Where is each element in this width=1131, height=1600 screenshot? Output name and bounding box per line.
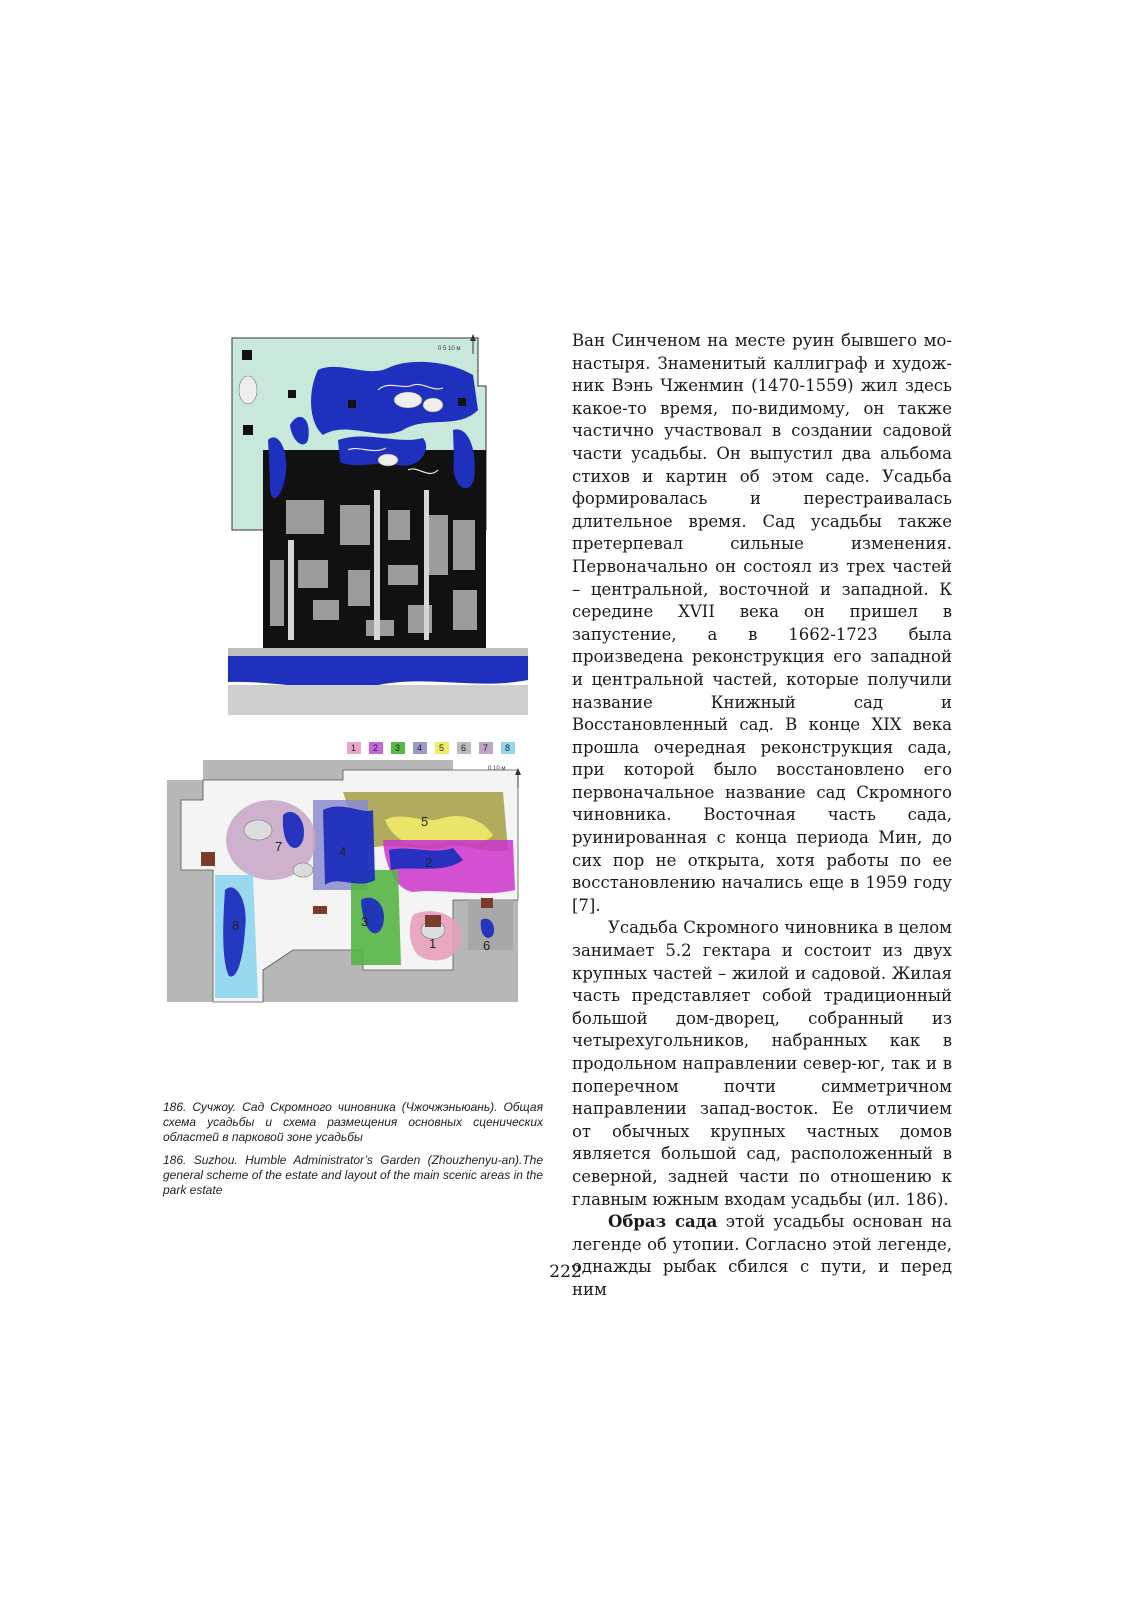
legend-label-4: 4: [417, 743, 423, 753]
legend-label-7: 7: [483, 743, 489, 753]
legend-label-2: 2: [373, 743, 379, 753]
paragraph-3-text: этой усадьбы основан на легенде об утопии. Согласно этой легенде, однажды рыбак сбился с пути, и перед ним: [572, 1212, 953, 1299]
paragraph-1: Ван Синченом на месте руин бывшего монастыря. Знаменитый каллиграф и художник Вэнь Чженмин (1470-1559) жил здесь какое-то время, по-видимому, он также частично участвовал в создании садовой части усадьбы. Он выпустил два альбома стихов и картин об этом саде. Усадьба формировалась и перестраивалась длительное время. Сад усадьбы также претерпевал сильные изменения. Первоначально он состоял из трех частей – центральной, восточной и западной. К середине XVII века он пришел в запустение, а в 1662-1723 была произведена реконструкция его западной и центральной частей, которые получили название Книжный сад и Восстановленный сад. В конце XIX века прошла очередная реконструкция сада, при которой было восстановлено его первоначальное название сад Скромного чиновника. Восточная часть сада, руинированная с конца периода Мин, до сих пор не открыта, хотя работы по ее восстановлению начались еще в 1959 году [7].: [572, 331, 952, 915]
area-label-6: 6: [483, 938, 491, 953]
area-label-3: 3: [361, 914, 369, 929]
top-scale-label: 0 5 10 м: [438, 346, 461, 352]
scenic-areas-figure: [163, 740, 543, 1005]
legend-label-8: 8: [505, 743, 511, 753]
body-text: [572, 330, 952, 1302]
area-label-1: 1: [429, 936, 437, 951]
figure-caption: [163, 1100, 543, 1206]
caption-russian: 186. Сучжоу. Сад Скромного чиновника (Чжочжэньюань). Общая схема усадьбы и схема размещения основных сценических областей в парковой зоне усадьбы: [163, 1100, 543, 1144]
legend-label-6: 6: [461, 743, 467, 753]
figure-area: [163, 330, 543, 1030]
bold-term: Образ сада: [608, 1212, 718, 1232]
area-label-4: 4: [339, 844, 347, 859]
legend-label-1: 1: [351, 743, 357, 753]
area-label-5: 5: [421, 814, 429, 829]
area-label-7: 7: [275, 839, 283, 854]
page-number: 222: [549, 1262, 582, 1282]
legend-label-5: 5: [439, 743, 445, 753]
legend-label-3: 3: [395, 743, 401, 753]
paragraph-3: [572, 1211, 952, 1301]
area-label-8: 8: [232, 918, 240, 933]
caption-english: 186. Suzhou. Humble Administrator’s Garden (Zhouzhenyu-an).The general scheme of the estate and layout of the main scenic areas in the park estate: [163, 1153, 543, 1197]
estate-plan-figure: [228, 330, 540, 715]
bottom-scale-label: 0 10 м: [488, 766, 506, 772]
paragraph-2: Усадьба Скромного чиновника в целом занимает 5.2 гектара и состоит из двух крупных частей – жилой и садовой. Жилая часть представляет собой традиционный большой дом-дворец, собранный из четырехугольников, набранных как в продольном направлении север-юг, так и в поперечном почти симметричном направлении запад-восток. Ее отличием от обычных крупных частных домов является большой сад, расположенный в северной, задней части по отношению к главным южным входам усадьбы (ил. 186).: [572, 918, 952, 1209]
area-label-2: 2: [425, 855, 433, 870]
